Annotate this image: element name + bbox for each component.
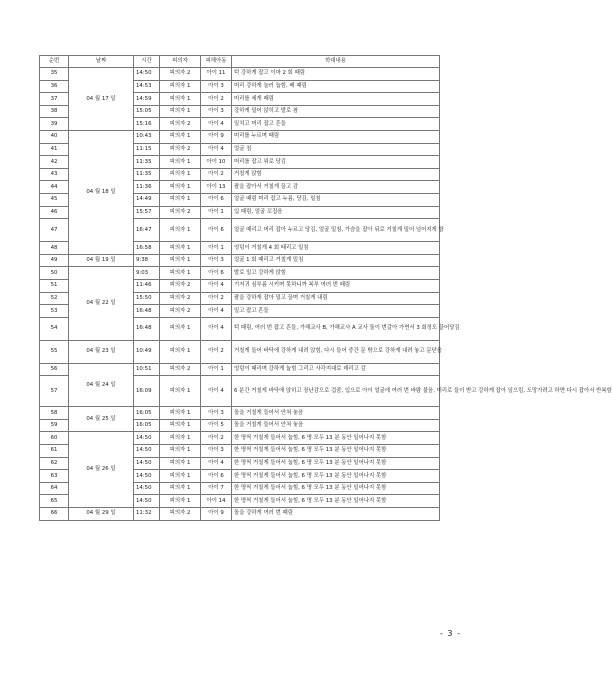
row-suspect: 피의자 1 bbox=[160, 193, 201, 206]
row-date: 04 월 19 일 bbox=[69, 254, 134, 267]
row-number: 60 bbox=[40, 432, 69, 445]
row-child: 아이 13 bbox=[201, 181, 232, 194]
page-number: - 3 - bbox=[440, 629, 461, 638]
table-header-row bbox=[40, 56, 440, 68]
row-number: 47 bbox=[40, 219, 69, 242]
row-description: 돌을 거칠게 들어서 안쳐 놓음 bbox=[232, 407, 440, 420]
row-number: 50 bbox=[40, 267, 69, 280]
row-suspect: 피의자 1 bbox=[160, 407, 201, 420]
row-suspect: 피의자 2 bbox=[160, 292, 201, 305]
row-number: 35 bbox=[40, 68, 69, 81]
row-number: 41 bbox=[40, 143, 69, 156]
row-date: 04 월 17 일 bbox=[69, 68, 134, 131]
row-description: 6 분간 거칠게 바닥에 앉히고 장난감으로 겁줌, 입으로 아이 얼굴에 여러 번 바람 불음, 머리로 들이 받고 강하게 잡아 일으킴, 도망가려고 하면 다시 잡아서 반복함 bbox=[232, 376, 440, 407]
row-time: 15:50 bbox=[134, 292, 160, 305]
row-time: 15:05 bbox=[134, 105, 160, 118]
row-child: 아이 3 bbox=[201, 407, 232, 420]
row-suspect: 피의자 2 bbox=[160, 206, 201, 219]
row-description: 얼굴 때리고 머리 잡아 누르고 당김, 얼굴 밀침, 가슴을 잡아 뒤로 거칠게 밀어 넘어지게 함 bbox=[232, 219, 440, 242]
row-description: 입 때림, 얼굴 꼬집음 bbox=[232, 206, 440, 219]
row-time: 10:43 bbox=[134, 130, 160, 143]
row-number: 52 bbox=[40, 292, 69, 305]
row-child: 아이 11 bbox=[201, 68, 232, 81]
row-description: 밀고 잡고 흔들 bbox=[232, 305, 440, 318]
header-child: 피해아동 bbox=[201, 56, 232, 68]
row-time: 14:49 bbox=[134, 193, 160, 206]
row-time: 11:15 bbox=[134, 143, 160, 156]
row-child: 아이 1 bbox=[201, 242, 232, 255]
row-time: 11:36 bbox=[134, 181, 160, 194]
row-child: 아이 2 bbox=[201, 432, 232, 445]
row-number: 44 bbox=[40, 181, 69, 194]
row-date: 04 월 22 일 bbox=[69, 267, 134, 340]
row-child: 아이 14 bbox=[201, 495, 232, 508]
row-number: 51 bbox=[40, 279, 69, 292]
row-suspect: 피의자 1 bbox=[160, 156, 201, 169]
row-child: 아이 7 bbox=[201, 482, 232, 495]
row-description: 머리를 잡고 위로 당김 bbox=[232, 156, 440, 169]
row-time: 16:05 bbox=[134, 407, 160, 420]
row-suspect: 피의자 1 bbox=[160, 495, 201, 508]
row-suspect: 피의자 1 bbox=[160, 267, 201, 280]
row-number: 61 bbox=[40, 445, 69, 458]
row-time: 11:46 bbox=[134, 279, 160, 292]
row-child: 아이 1 bbox=[201, 363, 232, 376]
row-time: 14:50 bbox=[134, 495, 160, 508]
row-number: 39 bbox=[40, 118, 69, 131]
row-time: 16:48 bbox=[134, 317, 160, 340]
table-row bbox=[40, 432, 440, 445]
table-row bbox=[40, 363, 440, 376]
table-body bbox=[40, 68, 612, 521]
row-time: 16:48 bbox=[134, 305, 160, 318]
row-time: 16:58 bbox=[134, 242, 160, 255]
row-child: 아이 6 bbox=[201, 470, 232, 483]
row-time: 16:47 bbox=[134, 219, 160, 242]
row-time: 9:38 bbox=[134, 254, 160, 267]
row-child: 아이 9 bbox=[201, 508, 232, 521]
row-number: 37 bbox=[40, 93, 69, 106]
row-number: 62 bbox=[40, 457, 69, 470]
row-description: 머리를 세게 때림 bbox=[232, 93, 440, 106]
row-description: 기저귀 심부름 시키며 못하니까 복부 여러 번 때림 bbox=[232, 279, 440, 292]
row-child: 아이 4 bbox=[201, 317, 232, 340]
row-suspect: 피의자 1 bbox=[160, 445, 201, 458]
table-row bbox=[40, 68, 440, 81]
row-date: 04 월 25 일 bbox=[69, 407, 134, 432]
row-suspect: 피의자 2 bbox=[160, 363, 201, 376]
header-suspect: 피의자 bbox=[160, 56, 201, 68]
table-row bbox=[40, 407, 440, 420]
row-description: 엉덩이 거칠게 4 회 때리고 밀침 bbox=[232, 242, 440, 255]
row-number: 49 bbox=[40, 254, 69, 267]
row-number: 57 bbox=[40, 376, 69, 407]
row-number: 40 bbox=[40, 130, 69, 143]
row-description: 거칠게 앉힘 bbox=[232, 168, 440, 181]
row-child: 아이 1 bbox=[201, 206, 232, 219]
row-child: 아이 4 bbox=[201, 143, 232, 156]
table-row bbox=[40, 340, 440, 363]
row-number: 63 bbox=[40, 470, 69, 483]
row-time: 9:03 bbox=[134, 267, 160, 280]
row-description: 머리 강하게 눌러 눕힘, 배 때림 bbox=[232, 80, 440, 93]
row-date: 04 월 18 일 bbox=[69, 130, 134, 254]
row-number: 65 bbox=[40, 495, 69, 508]
row-description: 강하게 밀어 앉히고 발로 참 bbox=[232, 105, 440, 118]
row-time: 10:51 bbox=[134, 363, 160, 376]
row-description: 발로 밀고 강하게 앉힘 bbox=[232, 267, 440, 280]
row-time: 10:49 bbox=[134, 340, 160, 363]
row-time: 15:57 bbox=[134, 206, 160, 219]
row-description: 턱 강하게 잡고 이마 2 회 때림 bbox=[232, 68, 440, 81]
row-description: 얼굴 침 bbox=[232, 143, 440, 156]
row-suspect: 피의자 1 bbox=[160, 254, 201, 267]
row-child: 아이 5 bbox=[201, 419, 232, 432]
row-description: 한 명씩 거칠게 들어서 눕힘, 6 명 모두 13 분 동안 일어나지 못함 bbox=[232, 495, 440, 508]
header-time: 시간 bbox=[134, 56, 160, 68]
row-suspect: 피의자 1 bbox=[160, 93, 201, 106]
row-date: 04 월 26 일 bbox=[69, 432, 134, 508]
row-time: 14:59 bbox=[134, 93, 160, 106]
row-time: 14:50 bbox=[134, 432, 160, 445]
row-number: 36 bbox=[40, 80, 69, 93]
row-suspect: 피의자 1 bbox=[160, 80, 201, 93]
row-number: 38 bbox=[40, 105, 69, 118]
row-description: 한 명씩 거칠게 들어서 눕힘, 6 명 모두 13 분 동안 일어나지 못함 bbox=[232, 470, 440, 483]
row-suspect: 피의자 2 bbox=[160, 143, 201, 156]
row-child: 아이 9 bbox=[201, 130, 232, 143]
row-child: 아이 2 bbox=[201, 168, 232, 181]
row-child: 아이 6 bbox=[201, 219, 232, 242]
table-row bbox=[40, 130, 440, 143]
row-child: 아이 4 bbox=[201, 457, 232, 470]
row-date: 04 월 29 일 bbox=[69, 508, 134, 521]
row-child: 아이 3 bbox=[201, 80, 232, 93]
row-number: 45 bbox=[40, 193, 69, 206]
row-description: 팔을 강하게 잡아 밀고 끌며 거칠게 내림 bbox=[232, 292, 440, 305]
table-row bbox=[40, 267, 440, 280]
row-child: 아이 4 bbox=[201, 279, 232, 292]
row-description: 한 명씩 거칠게 들어서 눕힘, 6 명 모두 13 분 동안 일어나지 못함 bbox=[232, 445, 440, 458]
row-suspect: 피의자 1 bbox=[160, 340, 201, 363]
row-time: 16:05 bbox=[134, 419, 160, 432]
row-number: 64 bbox=[40, 482, 69, 495]
row-time: 14:50 bbox=[134, 457, 160, 470]
row-time: 14:50 bbox=[134, 68, 160, 81]
row-suspect: 피의자 1 bbox=[160, 470, 201, 483]
row-number: 53 bbox=[40, 305, 69, 318]
row-suspect: 피의자 2 bbox=[160, 508, 201, 521]
row-child: 아이 4 bbox=[201, 118, 232, 131]
row-time: 14:50 bbox=[134, 482, 160, 495]
row-description: 엉덩이 때리며 강하게 눕힘 그리고 사각지대로 데리고 감 bbox=[232, 363, 440, 376]
header-date: 날짜 bbox=[69, 56, 134, 68]
row-description: 돌을 거칠게 들어서 안쳐 놓음 bbox=[232, 419, 440, 432]
row-description: 머리를 누르며 때림 bbox=[232, 130, 440, 143]
row-time: 16:09 bbox=[134, 376, 160, 407]
row-number: 42 bbox=[40, 156, 69, 169]
row-time: 11:35 bbox=[134, 156, 160, 169]
row-child: 아이 2 bbox=[201, 93, 232, 106]
row-number: 46 bbox=[40, 206, 69, 219]
row-suspect: 피의자 1 bbox=[160, 482, 201, 495]
row-time: 15:16 bbox=[134, 118, 160, 131]
row-suspect: 피의자 2 bbox=[160, 118, 201, 131]
row-number: 59 bbox=[40, 419, 69, 432]
row-suspect: 피의자 1 bbox=[160, 432, 201, 445]
row-child: 아이 3 bbox=[201, 105, 232, 118]
row-number: 54 bbox=[40, 317, 69, 340]
row-description: 밀치고 머리 잡고 흔들 bbox=[232, 118, 440, 131]
row-suspect: 피의자 1 bbox=[160, 419, 201, 432]
row-suspect: 피의자 2 bbox=[160, 68, 201, 81]
row-suspect: 피의자 2 bbox=[160, 279, 201, 292]
row-description: 한 명씩 거칠게 들어서 눕힘, 6 명 모두 13 분 동안 일어나지 못함 bbox=[232, 457, 440, 470]
header-description: 학대내용 bbox=[232, 56, 440, 68]
row-suspect: 피의자 1 bbox=[160, 181, 201, 194]
row-child: 아이 10 bbox=[201, 156, 232, 169]
row-suspect: 피의자 2 bbox=[160, 305, 201, 318]
row-suspect: 피의자 1 bbox=[160, 219, 201, 242]
row-time: 14:50 bbox=[134, 470, 160, 483]
table-row bbox=[40, 508, 440, 521]
row-suspect: 피의자 1 bbox=[160, 457, 201, 470]
row-description: 얼굴 1 회 때리고 거칠게 밀침 bbox=[232, 254, 440, 267]
row-number: 48 bbox=[40, 242, 69, 255]
row-suspect: 피의자 1 bbox=[160, 317, 201, 340]
row-number: 43 bbox=[40, 168, 69, 181]
row-child: 아이 2 bbox=[201, 340, 232, 363]
row-time: 11:32 bbox=[134, 508, 160, 521]
row-child: 아이 6 bbox=[201, 267, 232, 280]
abuse-record-table bbox=[39, 55, 612, 521]
row-time: 11:35 bbox=[134, 168, 160, 181]
row-number: 55 bbox=[40, 340, 69, 363]
row-date: 04 월 23 일 bbox=[69, 340, 134, 363]
row-description: 얼굴 때림 머리 잡고 누름, 당김, 밀침 bbox=[232, 193, 440, 206]
row-description: 한 명씩 거칠게 들어서 눕힘, 6 명 모두 13 분 동안 일어나지 못함 bbox=[232, 432, 440, 445]
row-child: 아이 3 bbox=[201, 254, 232, 267]
row-description: 거칠게 들어 바닥에 강하게 내려 앉힘, 다시 들어 중간 문 밖으로 강하게 내려 놓고 문닫음 bbox=[232, 340, 440, 363]
row-suspect: 피의자 1 bbox=[160, 168, 201, 181]
row-child: 아이 4 bbox=[201, 376, 232, 407]
table-row bbox=[40, 254, 440, 267]
row-time: 14:53 bbox=[134, 80, 160, 93]
row-suspect: 피의자 1 bbox=[160, 376, 201, 407]
row-child: 아이 2 bbox=[201, 292, 232, 305]
row-child: 아이 4 bbox=[201, 305, 232, 318]
row-date: 04 월 24 일 bbox=[69, 363, 134, 407]
row-number: 66 bbox=[40, 508, 69, 521]
row-description: 턱 때림, 여러 번 잡고 흔들, 가해교사 B, 가해교사 A 교사 둘이 번갈아 가면서 3 회정도 끌어당김 bbox=[232, 317, 440, 340]
row-time: 14:50 bbox=[134, 445, 160, 458]
row-number: 56 bbox=[40, 363, 69, 376]
row-child: 아이 6 bbox=[201, 193, 232, 206]
header-no: 순번 bbox=[40, 56, 69, 68]
row-description: 돌을 강하게 여러 번 때림 bbox=[232, 508, 440, 521]
row-child: 아이 3 bbox=[201, 445, 232, 458]
row-suspect: 피의자 1 bbox=[160, 105, 201, 118]
row-description: 팔을 잡아서 거칠게 끌고 감 bbox=[232, 181, 440, 194]
row-suspect: 피의자 1 bbox=[160, 242, 201, 255]
row-description: 한 명씩 거칠게 들어서 눕힘, 6 명 모두 13 분 동안 일어나지 못함 bbox=[232, 482, 440, 495]
row-suspect: 피의자 1 bbox=[160, 130, 201, 143]
row-number: 58 bbox=[40, 407, 69, 420]
